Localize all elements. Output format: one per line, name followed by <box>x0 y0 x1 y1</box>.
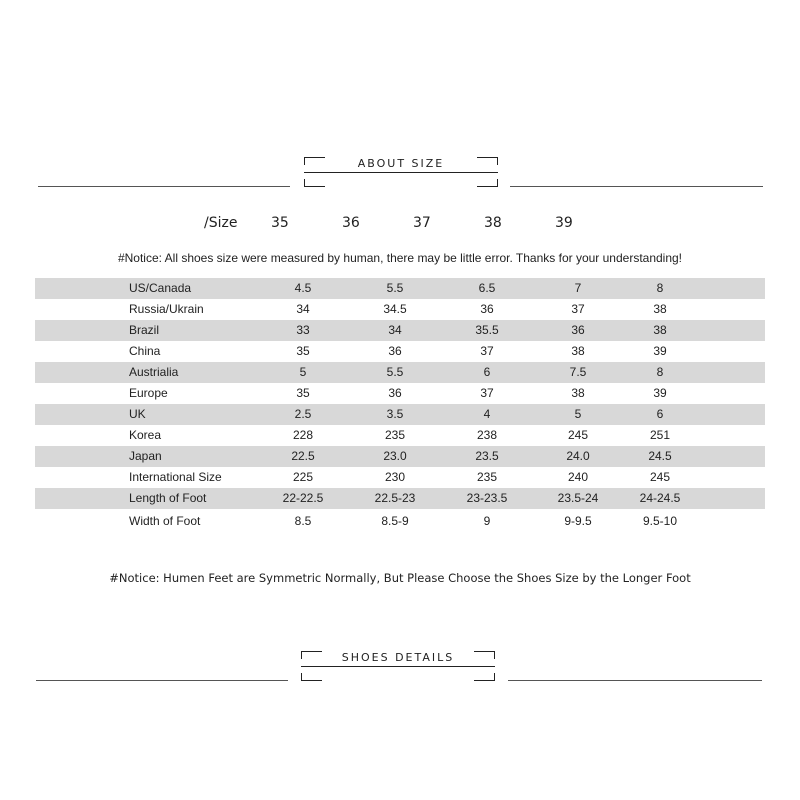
table-cell: 5 <box>299 365 307 379</box>
table-cell: 22.5 <box>291 449 315 463</box>
table-cell: 251 <box>649 428 671 442</box>
table-cell: 34 <box>388 323 402 337</box>
row-label: Europe <box>129 386 168 400</box>
symmetric-feet-notice: #Notice: Humen Feet are Symmetric Normally, But Please Choose the Shoes Size by the Longer Foot <box>109 571 691 585</box>
table-cell: 34 <box>296 302 310 316</box>
table-cell: 24.5 <box>648 449 672 463</box>
row-label: Korea <box>129 428 162 442</box>
row-label: Length of Foot <box>129 491 207 505</box>
shoes-details-title: SHOES DETAILS <box>341 651 455 664</box>
size-row <box>0 215 800 235</box>
shoes-details-header <box>0 651 800 691</box>
table-cell: 235 <box>476 470 498 484</box>
size-value: 35 <box>271 215 289 231</box>
table-row <box>35 404 765 425</box>
table-cell: 33 <box>296 323 310 337</box>
table-cell: 3.5 <box>386 407 404 421</box>
table-cell: 35 <box>296 386 310 400</box>
table-cell: 4.5 <box>294 281 312 295</box>
left-divider <box>38 186 290 187</box>
measurement-notice: #Notice: All shoes size were measured by human, there may be little error. Thanks for your understanding! <box>117 251 683 265</box>
table-row <box>35 320 765 341</box>
header-frame <box>304 157 498 187</box>
row-label: International Size <box>129 470 222 484</box>
row-label: Japan <box>129 449 162 463</box>
table-cell: 225 <box>292 470 314 484</box>
table-cell: 8 <box>656 365 664 379</box>
table-row <box>35 509 765 533</box>
table-cell: 5 <box>574 407 582 421</box>
right-divider <box>510 186 763 187</box>
table-cell: 238 <box>476 428 498 442</box>
table-cell: 4 <box>483 407 491 421</box>
table-cell: 9-9.5 <box>564 514 592 528</box>
size-value: 37 <box>413 215 431 231</box>
table-cell: 24-24.5 <box>639 491 681 505</box>
table-row <box>35 362 765 383</box>
table-row <box>35 425 765 446</box>
about-size-title: ABOUT SIZE <box>357 157 445 170</box>
table-cell: 245 <box>649 470 671 484</box>
about-size-header <box>0 157 800 197</box>
table-cell: 9.5-10 <box>642 514 678 528</box>
size-label: /Size <box>204 215 238 231</box>
row-label: US/Canada <box>129 281 192 295</box>
table-cell: 230 <box>384 470 406 484</box>
table-cell: 22-22.5 <box>282 491 324 505</box>
table-cell: 23.0 <box>383 449 407 463</box>
row-label: China <box>129 344 161 358</box>
table-cell: 2.5 <box>294 407 312 421</box>
size-conversion-table <box>35 278 765 533</box>
table-cell: 35.5 <box>475 323 499 337</box>
table-cell: 7.5 <box>569 365 587 379</box>
table-row <box>35 341 765 362</box>
table-cell: 8.5 <box>294 514 312 528</box>
table-cell: 245 <box>567 428 589 442</box>
header-frame <box>301 651 495 681</box>
size-value: 38 <box>484 215 502 231</box>
table-cell: 8 <box>656 281 664 295</box>
table-cell: 38 <box>571 344 585 358</box>
table-cell: 6.5 <box>478 281 496 295</box>
table-cell: 5.5 <box>386 365 404 379</box>
table-cell: 228 <box>292 428 314 442</box>
right-divider <box>508 680 762 681</box>
table-cell: 39 <box>653 344 667 358</box>
table-cell: 6 <box>656 407 664 421</box>
row-label: Width of Foot <box>129 514 201 528</box>
table-cell: 37 <box>571 302 585 316</box>
left-divider <box>36 680 288 681</box>
table-cell: 39 <box>653 386 667 400</box>
table-cell: 36 <box>480 302 494 316</box>
table-cell: 23.5 <box>475 449 499 463</box>
table-row <box>35 467 765 488</box>
table-cell: 235 <box>384 428 406 442</box>
table-row <box>35 278 765 299</box>
row-label: Austrialia <box>129 365 179 379</box>
table-cell: 35 <box>296 344 310 358</box>
row-label: UK <box>129 407 146 421</box>
size-value: 36 <box>342 215 360 231</box>
table-cell: 36 <box>388 344 402 358</box>
table-cell: 34.5 <box>383 302 407 316</box>
row-label: Brazil <box>129 323 160 337</box>
table-cell: 37 <box>480 344 494 358</box>
table-cell: 36 <box>571 323 585 337</box>
table-cell: 8.5-9 <box>381 514 409 528</box>
table-cell: 9 <box>483 514 491 528</box>
table-row <box>35 299 765 320</box>
table-row <box>35 446 765 467</box>
table-row <box>35 383 765 404</box>
table-cell: 23-23.5 <box>466 491 508 505</box>
row-label: Russia/Ukrain <box>129 302 204 316</box>
table-cell: 22.5-23 <box>374 491 416 505</box>
table-cell: 240 <box>567 470 589 484</box>
table-cell: 7 <box>574 281 582 295</box>
table-row <box>35 488 765 509</box>
table-cell: 38 <box>653 302 667 316</box>
table-cell: 23.5-24 <box>557 491 599 505</box>
size-value: 39 <box>555 215 573 231</box>
table-cell: 6 <box>483 365 491 379</box>
table-cell: 38 <box>653 323 667 337</box>
table-cell: 36 <box>388 386 402 400</box>
table-cell: 38 <box>571 386 585 400</box>
table-cell: 24.0 <box>566 449 590 463</box>
table-cell: 5.5 <box>386 281 404 295</box>
table-cell: 37 <box>480 386 494 400</box>
